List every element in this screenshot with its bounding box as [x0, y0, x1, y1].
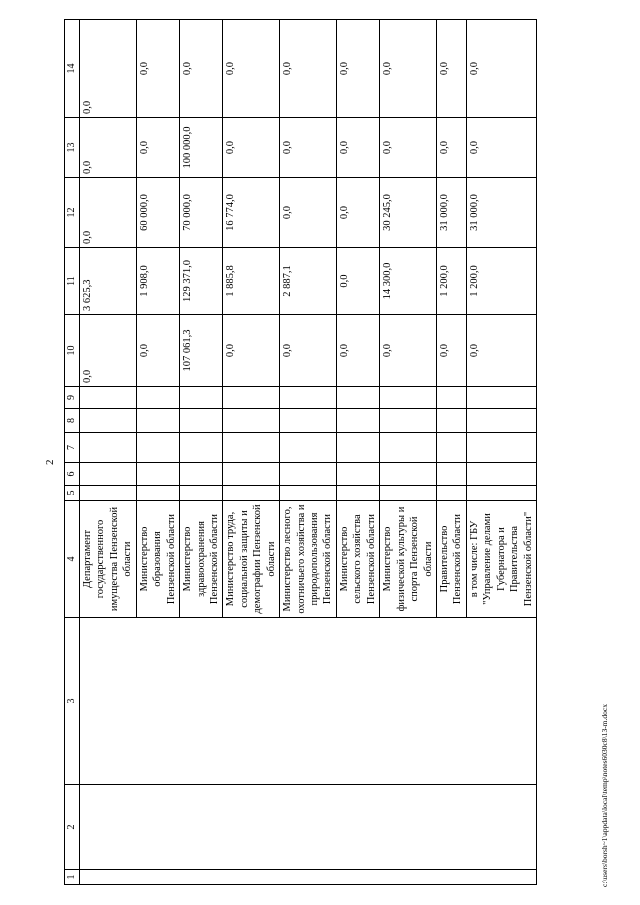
value-col-13: 0,0 [280, 118, 337, 178]
empty-cell [380, 433, 437, 463]
executor-name: Министерство образования Пензенской области [136, 501, 179, 618]
col-header: 12 [65, 178, 80, 248]
empty-cell [336, 387, 379, 409]
col-header: 14 [65, 20, 80, 118]
value-col-11: 3 625,3 [80, 248, 137, 315]
value-col-13: 0,0 [436, 118, 466, 178]
col-header: 8 [65, 409, 80, 433]
col-header: 2 [65, 785, 80, 870]
value-col-14: 0,0 [280, 20, 337, 118]
empty-cell [136, 463, 179, 486]
value-col-10: 0,0 [280, 315, 337, 387]
empty-cell [466, 433, 536, 463]
column-number-row [65, 20, 80, 885]
cell-col-3 [80, 618, 537, 785]
empty-cell [336, 486, 379, 501]
empty-cell [436, 463, 466, 486]
empty-cell [280, 433, 337, 463]
table-row [80, 20, 137, 885]
col-header: 3 [65, 618, 80, 785]
col-header: 5 [65, 486, 80, 501]
value-col-11: 2 887,1 [280, 248, 337, 315]
value-col-11: 0,0 [336, 248, 379, 315]
empty-cell [136, 387, 179, 409]
value-col-12: 60 000,0 [136, 178, 179, 248]
value-col-13: 0,0 [223, 118, 280, 178]
empty-cell [280, 463, 337, 486]
empty-cell [80, 486, 137, 501]
empty-cell [223, 463, 280, 486]
empty-cell [466, 486, 536, 501]
page-number: 2 [44, 459, 56, 465]
value-col-10: 0,0 [80, 315, 137, 387]
value-col-12: 0,0 [280, 178, 337, 248]
value-col-12: 0,0 [80, 178, 137, 248]
empty-cell [80, 409, 137, 433]
empty-cell [180, 409, 223, 433]
empty-cell [436, 409, 466, 433]
budget-table [64, 19, 537, 885]
cell-col-2 [80, 785, 537, 870]
col-header: 10 [65, 315, 80, 387]
value-col-11: 1 200,0 [466, 248, 536, 315]
empty-cell [336, 463, 379, 486]
col-header: 7 [65, 433, 80, 463]
cell-col-1 [80, 870, 537, 885]
value-col-12: 16 774,0 [223, 178, 280, 248]
empty-cell [136, 433, 179, 463]
empty-cell [80, 433, 137, 463]
empty-cell [136, 409, 179, 433]
executor-name: Министерство лесного, охотничьего хозяйства и природопользования Пензенской области [280, 501, 337, 618]
empty-cell [466, 387, 536, 409]
executor-name: Министерство здравоохранения Пензенской области [180, 501, 223, 618]
value-col-11: 14 300,0 [380, 248, 437, 315]
value-col-14: 0,0 [80, 20, 137, 118]
executor-name: Министерство труда, социальной защиты и демографии Пензенской области [223, 501, 280, 618]
value-col-13: 0,0 [136, 118, 179, 178]
footer-file-path: c:\users\borsh~1\appdata\local\temp\notes6030c8\13-m.docx [600, 704, 609, 887]
executor-name: Департамент государственного имущества Пензенской области [80, 501, 137, 618]
col-header: 4 [65, 501, 80, 618]
empty-cell [336, 409, 379, 433]
empty-cell [466, 409, 536, 433]
value-col-13: 0,0 [466, 118, 536, 178]
value-col-14: 0,0 [466, 20, 536, 118]
value-col-11: 129 371,0 [180, 248, 223, 315]
empty-cell [80, 463, 137, 486]
empty-cell [436, 433, 466, 463]
value-col-14: 0,0 [336, 20, 379, 118]
empty-cell [436, 387, 466, 409]
value-col-13: 0,0 [80, 118, 137, 178]
value-col-14: 0,0 [223, 20, 280, 118]
value-col-11: 1 885,8 [223, 248, 280, 315]
empty-cell [436, 486, 466, 501]
empty-cell [180, 433, 223, 463]
value-col-13: 0,0 [336, 118, 379, 178]
value-col-11: 1 200,0 [436, 248, 466, 315]
empty-cell [223, 433, 280, 463]
value-col-10: 0,0 [223, 315, 280, 387]
value-col-14: 0,0 [136, 20, 179, 118]
empty-cell [466, 463, 536, 486]
col-header: 9 [65, 387, 80, 409]
executor-name: в том числе: ГБУ "Управление делами Губернатора и Правительства Пензенской области" [466, 501, 536, 618]
empty-cell [223, 387, 280, 409]
col-header: 6 [65, 463, 80, 486]
empty-cell [380, 387, 437, 409]
value-col-12: 0,0 [336, 178, 379, 248]
empty-cell [223, 409, 280, 433]
empty-cell [180, 387, 223, 409]
value-col-10: 107 061,3 [180, 315, 223, 387]
executor-name: Правительство Пензенской области [436, 501, 466, 618]
value-col-14: 0,0 [436, 20, 466, 118]
value-col-12: 70 000,0 [180, 178, 223, 248]
empty-cell [280, 486, 337, 501]
value-col-10: 0,0 [466, 315, 536, 387]
empty-cell [336, 433, 379, 463]
value-col-10: 0,0 [136, 315, 179, 387]
empty-cell [80, 387, 137, 409]
col-header: 13 [65, 118, 80, 178]
empty-cell [180, 486, 223, 501]
empty-cell [223, 486, 280, 501]
value-col-11: 1 908,0 [136, 248, 179, 315]
value-col-13: 0,0 [380, 118, 437, 178]
value-col-10: 0,0 [380, 315, 437, 387]
empty-cell [280, 387, 337, 409]
value-col-13: 100 000,0 [180, 118, 223, 178]
empty-cell [280, 409, 337, 433]
value-col-12: 30 245,0 [380, 178, 437, 248]
value-col-10: 0,0 [436, 315, 466, 387]
empty-cell [136, 486, 179, 501]
value-col-12: 31 000,0 [466, 178, 536, 248]
col-header: 11 [65, 248, 80, 315]
empty-cell [380, 409, 437, 433]
empty-cell [380, 486, 437, 501]
value-col-12: 31 000,0 [436, 178, 466, 248]
empty-cell [180, 463, 223, 486]
value-col-10: 0,0 [336, 315, 379, 387]
value-col-14: 0,0 [180, 20, 223, 118]
executor-name: Министерство физической культуры и спорта Пензенской области [380, 501, 437, 618]
empty-cell [380, 463, 437, 486]
executor-name: Министерство сельского хозяйства Пензенской области [336, 501, 379, 618]
value-col-14: 0,0 [380, 20, 437, 118]
col-header: 1 [65, 870, 80, 885]
